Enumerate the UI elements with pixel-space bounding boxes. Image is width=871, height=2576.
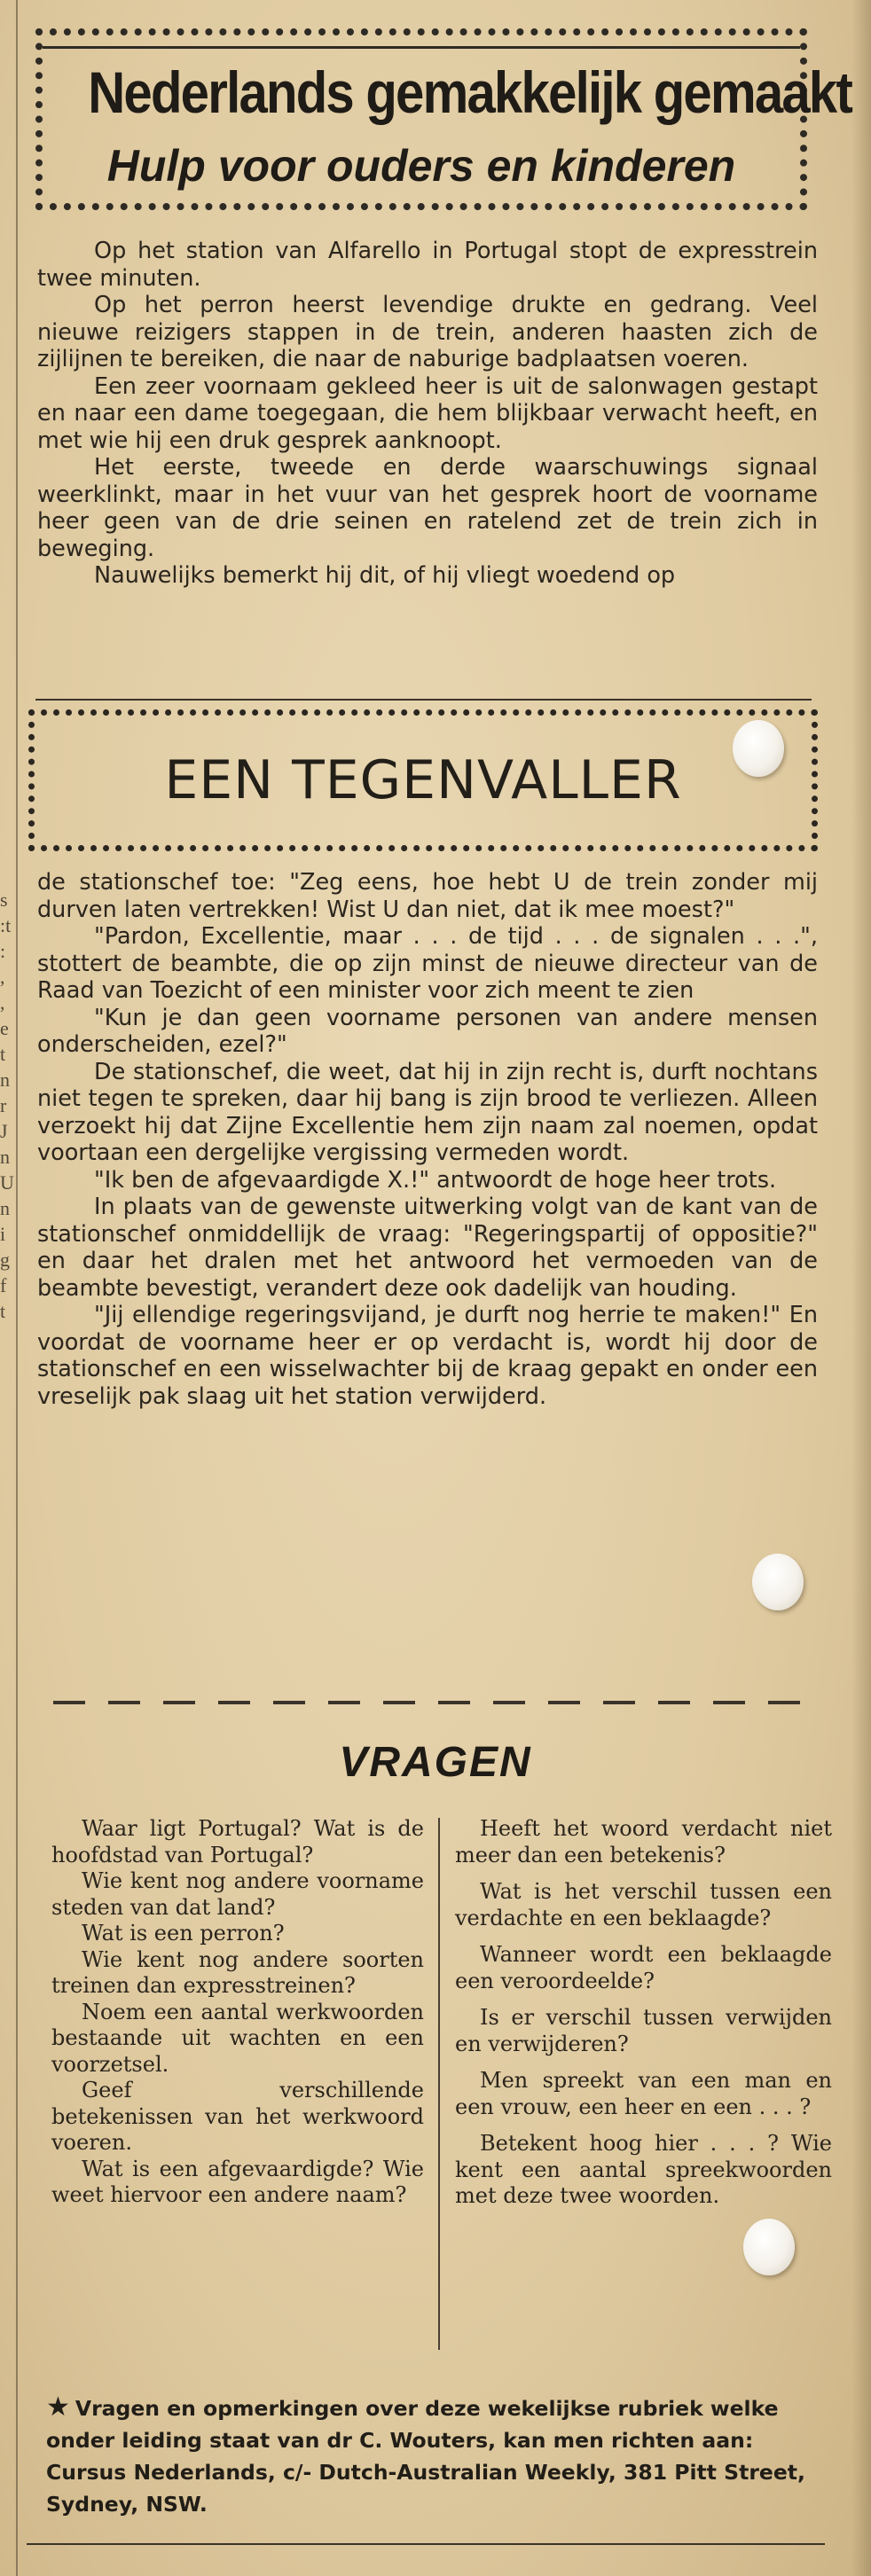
divider	[35, 699, 812, 701]
paragraph: "Pardon, Excellentie, maar . . . de tijd . . . de signalen . . .", stottert de beambte, die op zijn minst de nieuwe directeur van de Raad van Toezicht of een minister voor zich meent te zien	[37, 923, 818, 1004]
question: Wie kent nog andere soorten treinen dan expresstreinen?	[51, 1946, 424, 1998]
question: Wie kent nog andere voorname steden van dat land?	[51, 1868, 424, 1920]
question: Heeft het woord verdacht niet meer dan een betekenis?	[455, 1816, 832, 1867]
page-edge-shadow	[851, 0, 871, 2576]
paragraph: Een zeer voornaam gekleed heer is uit de salonwagen gestapt en naar een dame toegegaan, die hem blijkbaar verwacht heeft, en met wie hij een druk gesprek aanknoopt.	[37, 372, 818, 454]
questions-heading: VRAGEN	[339, 1739, 532, 1786]
paragraph: Op het station van Alfarello in Portugal stopt de expresstrein twee minuten.	[37, 238, 818, 292]
questions-left-column	[51, 1816, 424, 2209]
paragraph: Op het perron heerst levendige drukte en gedrang. Veel nieuwe reizigers stappen in de trein, anderen haasten zich de zijlijnen te bereiken, die naar de naburige badplaatsen voeren.	[37, 292, 818, 372]
paragraph: In plaats van de gewenste uitwerking volgt van de kant van de stationschef onmiddellijk de vraag: "Regeringspartij of oppositie?" en daar het dralen met het antwoord het vermoeden van de beambte bevestigt, verandert deze ook dadelijk van houding.	[37, 1194, 818, 1302]
question: Betekent hoog hier . . . ? Wie kent een aantal spreekwoorden met deze twee woorden.	[455, 2131, 832, 2208]
page-title: Nederlands gemakkelijk gemaakt	[88, 59, 852, 125]
headline-top-rule	[43, 35, 800, 49]
questions-right-column	[455, 1816, 832, 2220]
column-rule	[16, 0, 18, 2576]
question: Wat is een perron?	[82, 1921, 285, 1946]
neighbor-column-fragment: s :t : , , e t n r J n U n i g f t	[0, 889, 14, 1322]
paragraph: Het eerste, tweede en derde waarschuwings signaal weerklinkt, maar in het vuur van het gesprek hoort de voorname heer geen van de drie seinen en ratelend zet de trein zich in beweging.	[37, 454, 818, 562]
paragraph: "Jij ellendige regeringsvijand, je durft nog herrie te maken!" En voordat de voorname heer er op verdacht is, wordt hij door de stationschef en een wisselwachter bij de kraag gepakt en onder een vreselijk pak slaag uit het station verwijderd.	[37, 1302, 818, 1410]
question: Waar ligt Portugal? Wat is de hoofdstad van Portugal?	[51, 1816, 424, 1867]
bottom-rule	[27, 2543, 825, 2545]
question: Wat is het verschil tussen een verdachte en een beklaagde?	[455, 1879, 832, 1930]
column-divider	[438, 1818, 440, 2350]
banner-title: EEN TEGENVALLER	[164, 749, 682, 811]
question: Men spreekt van een man en een vrouw, een heer en een . . . ?	[455, 2068, 832, 2119]
story-body	[37, 869, 818, 1410]
punch-hole-icon	[733, 720, 784, 777]
question: Wat is een afgevaardigde? Wie weet hiervoor een andere naam?	[51, 2156, 424, 2207]
story-banner	[28, 709, 818, 851]
question: Wanneer wordt een beklaagde een veroordeelde?	[455, 1942, 832, 1993]
paragraph: de stationschef toe: "Zeg eens, hoe hebt U de trein zonder mij durven laten vertrekken! Wist U dan niet, dat ik mee moest?"	[37, 869, 818, 923]
page-subtitle: Hulp voor ouders en kinderen	[106, 141, 736, 191]
paragraph: De stationschef, die weet, dat hij in zijn recht is, durft nochtans niet tegen te spreken, daar hij bang is zijn brood te verliezen. Alleen verzoekt hij dat Zijne Excellentie hem zijn naam zal noemen, opdat voortaan een dergelijke vergissing vermeden wordt.	[37, 1058, 818, 1166]
note-text: Vragen en opmerkingen over deze wekelijkse rubriek welke onder leiding staat van dr C. Wouters, kan men richten aan: Cursus Nederlands, c/- Dutch-Australian Weekly, 381 Pitt Street, Sydney, NSW.	[46, 2396, 805, 2517]
paragraph: "Kun je dan geen voorname personen van andere mensen onderscheiden, ezel?"	[37, 1004, 818, 1058]
question: Noem een aantal werkwoorden bestaande uit wachten en een voorzetsel.	[51, 1999, 424, 2077]
contact-note	[46, 2392, 827, 2520]
dashed-divider	[53, 1701, 816, 1704]
question: Is er verschil tussen verwijden en verwijderen?	[455, 2005, 832, 2056]
question: Geef verschillende betekenissen van het werkwoord voeren.	[51, 2078, 424, 2155]
star-icon: ★	[46, 2392, 70, 2423]
paragraph: Nauwelijks bemerkt hij dit, of hij vliegt woedend op	[94, 562, 676, 589]
story-intro	[37, 238, 818, 590]
headline-box	[35, 28, 852, 210]
punch-hole-icon	[743, 2219, 795, 2275]
paragraph: "Ik ben de afgevaardigde X.!" antwoordt de hoge heer trots.	[94, 1166, 777, 1194]
punch-hole-icon	[752, 1554, 804, 1610]
